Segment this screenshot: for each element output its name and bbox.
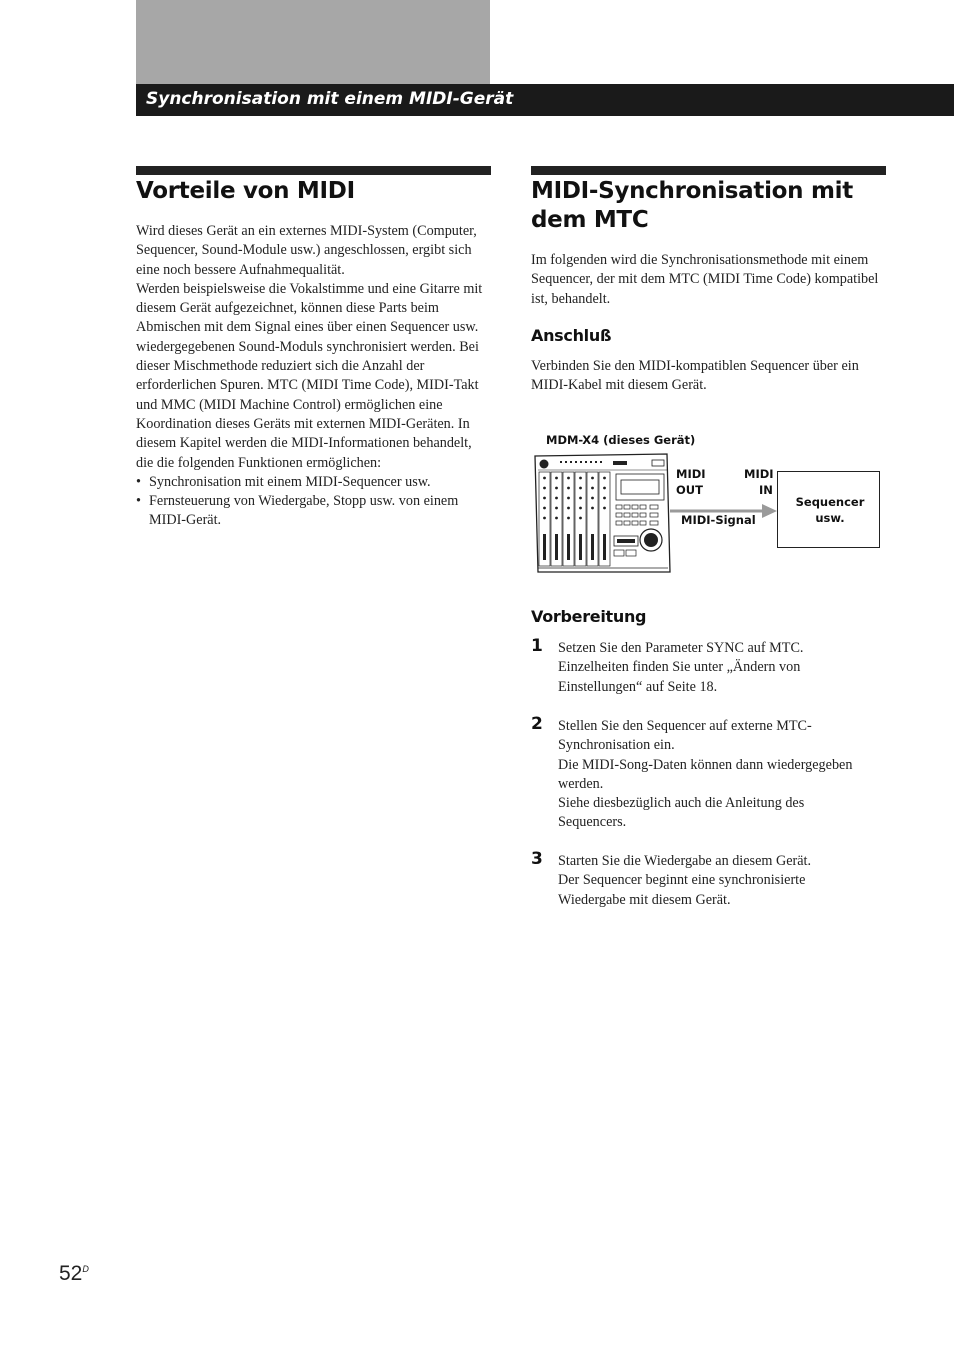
header-gray-block <box>136 0 490 84</box>
device-label: MDM-X4 (dieses Gerät) <box>546 433 696 447</box>
feature-list <box>136 473 492 531</box>
page-number <box>59 1262 89 1286</box>
midi-signal-label: MIDI-Signal <box>681 513 756 527</box>
connection-heading: Anschluß <box>531 326 612 345</box>
mixer-device-icon <box>530 450 675 576</box>
step-line: Stellen Sie den Sequencer auf externe MTC-Synchronisation ein. <box>558 718 812 754</box>
step-number: 1 <box>531 636 543 656</box>
step-text <box>558 717 858 833</box>
left-body <box>136 222 492 531</box>
right-heading: MIDI-Synchronisation mit dem MTC <box>531 178 853 233</box>
left-paragraph: Werden beispielsweise die Vokalstimme und eine Gitarre mit diesem Gerät aufgezeichnet, können diese Parts beim Abmischen mit dem Signal eines über einen Sequencer usw. wiedergegebenen Sound-Moduls synchronisiert werden. Bei dieser Mischmethode reduziert sich die Anzahl der erforderlichen Spuren. MTC (MIDI Time Code), MIDI-Takt und MMC (MIDI Machine Control) ermöglichen eine Koordination dieses Geräts mit externen MIDI-Geräten. In diesem Kapitel werden die MIDI-Informationen behandelt, die die folgenden Funktionen ermöglichen: <box>136 280 483 471</box>
step-number: 2 <box>531 714 543 734</box>
connection-body <box>531 357 889 396</box>
midi-in-label-2: IN <box>759 483 773 497</box>
connection-paragraph: Verbinden Sie den MIDI-kompatiblen Sequencer über ein MIDI-Kabel mit diesem Gerät. <box>531 358 859 394</box>
left-heading-rule <box>136 166 491 175</box>
step-line: Siehe diesbezüglich auch die Anleitung des Sequencers. <box>558 795 805 831</box>
preparation-heading: Vorbereitung <box>531 607 647 626</box>
right-intro <box>531 251 889 309</box>
page-number-value: 52 <box>59 1262 83 1285</box>
section-header-bar <box>136 84 954 116</box>
left-heading: Vorteile von MIDI <box>136 178 355 204</box>
sequencer-label-2: usw. <box>815 511 845 525</box>
sequencer-label-1: Sequencer <box>795 495 865 509</box>
section-title: Synchronisation mit einem MIDI-Gerät <box>146 89 514 109</box>
step-line: Setzen Sie den Parameter SYNC auf MTC. <box>558 640 804 656</box>
step-line: Starten Sie die Wiedergabe an diesem Gerät. <box>558 853 812 869</box>
left-paragraph: Wird dieses Gerät an ein externes MIDI-System (Computer, Sequencer, Sound-Module usw.) angeschlossen, ergibt sich eine noch bessere Aufnahmequalität. <box>136 223 477 278</box>
step-line: Die MIDI-Song-Daten können dann wiedergegeben werden. <box>558 756 853 792</box>
list-item: • Synchronisation mit einem MIDI-Sequencer usw. <box>136 473 492 492</box>
step-line: Der Sequencer beginnt eine synchronisierte Wiedergabe mit diesem Gerät. <box>558 872 806 908</box>
list-item: • Fernsteuerung von Wiedergabe, Stopp usw. von einem MIDI-Gerät. <box>136 492 492 531</box>
step-text <box>558 639 858 697</box>
intro-paragraph: Im folgenden wird die Synchronisationsmethode mit einem Sequencer, der mit dem MTC (MIDI Time Code) kompatibel ist, behandelt. <box>531 252 879 307</box>
step-line: Einzelheiten finden Sie unter „Ändern von Einstellungen“ auf Seite 18. <box>558 659 801 695</box>
step-number: 3 <box>531 849 543 869</box>
midi-in-label-1: MIDI <box>744 467 774 481</box>
right-heading-rule <box>531 166 886 175</box>
page-number-suffix: D <box>82 1264 89 1274</box>
step-text <box>558 852 858 910</box>
midi-out-label-2: OUT <box>676 483 703 497</box>
midi-out-label-1: MIDI <box>676 467 706 481</box>
